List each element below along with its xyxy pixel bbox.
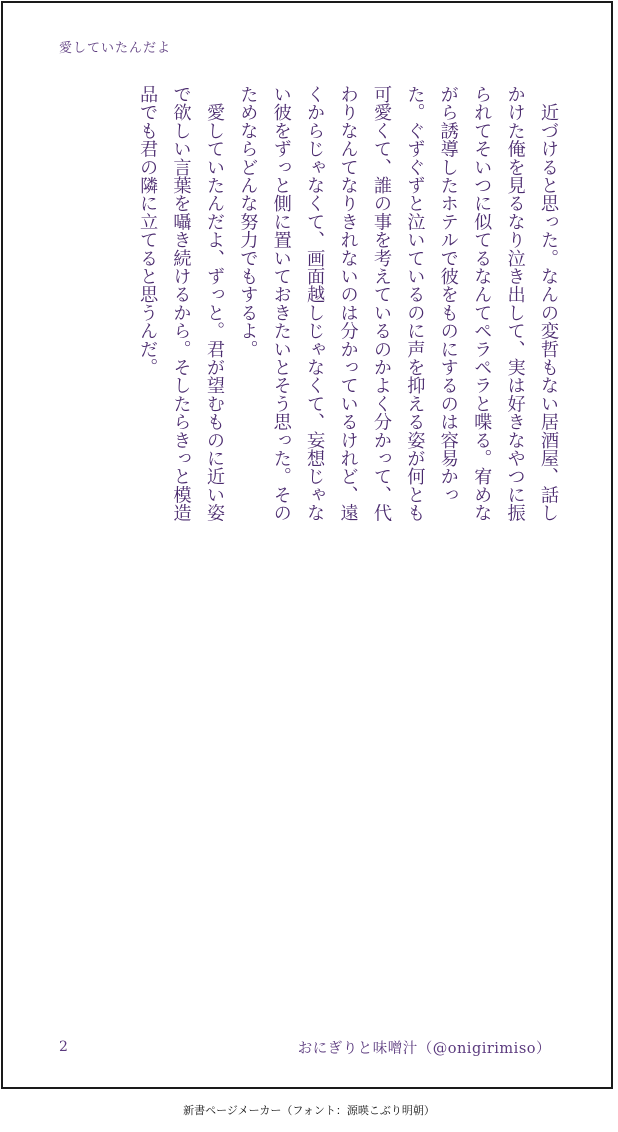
vertical-body-text [131, 85, 565, 535]
running-header-title: 愛していたんだよ [59, 41, 172, 56]
paragraph: 愛していたんだよ、ずっと。君が望むものに近い姿で欲しい言葉を囁き続けるから。そしたらきっと模造品でも君の隣に立てると思うんだ。 [137, 85, 225, 522]
page-number: 2 [59, 1039, 68, 1055]
author-credit: おにぎりと味噌汁（@onigirimiso） [297, 1041, 551, 1057]
page-frame [1, 1, 613, 1089]
paragraph: 近づけると思った。なんの変哲もない居酒屋、話しかけた俺を見るなり泣き出して、実は好きなやつに振られてそいつに似てるなんてペラペラと喋る。宥めながら誘導したホテルで彼をものにするのは容易かった。ぐずぐずと泣いているのに声を抑える姿が何とも可愛くて、誰の事を考えているのかよく分かって、代わりなんてなりきれないのは分かっているけれど、遠くからじゃなくて、画面越しじゃなくて、妄想じゃない彼をずっと側に置いておきたいとそう思った。そのためならどんな努力でもするよ。 [237, 85, 559, 522]
generator-credit: 新書ページメーカー（フォント：源暎こぶり明朝） [183, 1104, 435, 1117]
